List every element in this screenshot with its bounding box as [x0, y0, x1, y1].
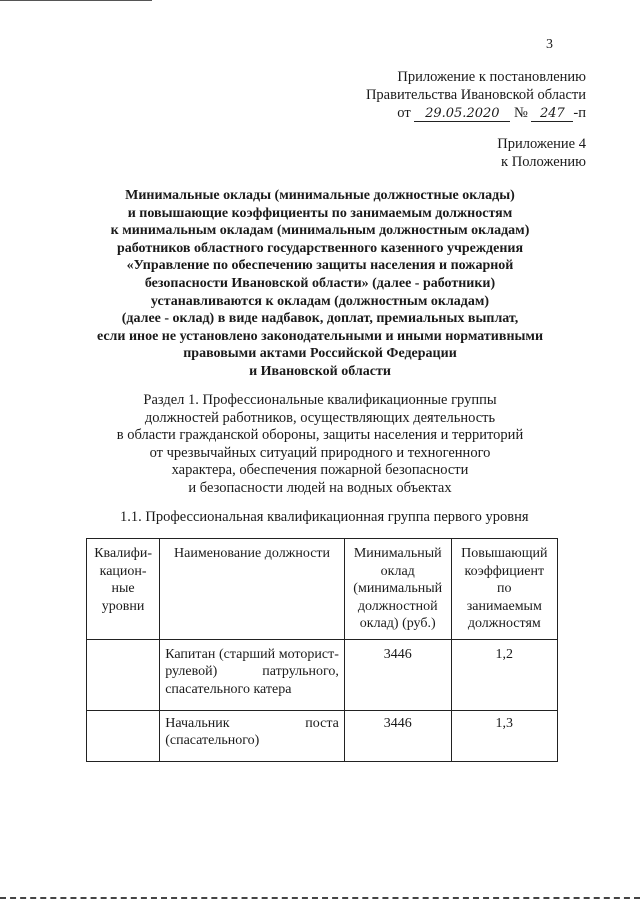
cell-level — [87, 639, 160, 710]
header-salary-line: оклад — [380, 563, 415, 579]
header-levels-line: Квалифи- — [94, 546, 152, 561]
approval-block — [286, 68, 586, 122]
section-line: в области гражданской обороны, защиты населения и территорий — [116, 427, 524, 444]
cell-level — [87, 710, 160, 761]
qualification-table — [86, 538, 558, 762]
header-coefficient-line: должностям — [467, 616, 541, 631]
scan-bottom-edge — [0, 897, 640, 899]
annex-block — [386, 135, 586, 171]
cell-coefficient: 1,3 — [451, 710, 557, 761]
header-levels — [87, 539, 160, 640]
section-line: характера, обеспечения пожарной безопасности — [171, 462, 469, 479]
number-suffix: -п — [573, 105, 586, 121]
position-name-line: Начальник поста — [165, 715, 339, 731]
section-line: Раздел 1. Профессиональные квалификационные группы — [143, 392, 497, 408]
header-salary-line: оклад) (руб.) — [359, 616, 436, 631]
position-name-line: Капитан (старший моторист- — [165, 646, 339, 662]
position-name-line: спасательного катера — [165, 681, 292, 697]
position-name-line: рулевой) патрульного, — [165, 664, 339, 679]
annex-line-1: Приложение 4 — [497, 136, 586, 152]
header-coefficient-line: по — [497, 581, 512, 596]
header-coefficient-line: коэффициент — [464, 563, 545, 579]
scan-edge-mark — [0, 0, 152, 1]
number-sign: № — [513, 105, 528, 121]
table-row — [87, 639, 558, 710]
approval-line-2: Правительства Ивановской области — [365, 87, 586, 103]
title-line: безопасности Ивановской области» (далее - работники) — [144, 275, 496, 291]
title-line: «Управление по обеспечению защиты населения и пожарной — [126, 258, 514, 274]
section-line: должностей работников, осуществляющих деятельность — [144, 409, 496, 426]
section-line: и безопасности людей на водных объектах — [188, 479, 452, 496]
title-line: и повышающие коэффициенты по занимаемым должностям — [127, 205, 513, 221]
title-line: к минимальным окладам (минимальным должностным окладам) — [110, 223, 530, 239]
title-line: устанавливаются к окладам (должностным окладам) — [150, 293, 490, 309]
title-line: если иное не установлено законодательными и иными нормативными — [96, 328, 544, 344]
title-line: Минимальные оклады (минимальные должностные оклады) — [125, 188, 515, 203]
handwritten-date: 29.05.2020 — [414, 106, 510, 122]
table-header-row — [87, 539, 558, 640]
cell-position-name — [160, 639, 345, 710]
annex-line-2: к Положению — [501, 154, 586, 170]
handwritten-number: 247 — [531, 106, 573, 122]
table-row — [87, 710, 558, 761]
approval-line-1: Приложение к постановлению — [397, 69, 586, 85]
title-line: правовыми актами Российской Федерации — [183, 346, 457, 362]
page-number: 3 — [546, 37, 553, 52]
header-salary — [344, 539, 451, 640]
document-title — [70, 187, 570, 381]
section-line: от чрезвычайных ситуаций природного и техногенного — [149, 444, 491, 461]
cell-position-name — [160, 710, 345, 761]
header-salary-line: должностной — [357, 598, 438, 614]
cell-salary: 3446 — [344, 710, 451, 761]
header-position: Наименование должности — [160, 539, 345, 640]
header-coefficient-line: занимаемым — [466, 598, 542, 614]
cell-salary: 3446 — [344, 639, 451, 710]
position-name-line: (спасательного) — [165, 733, 260, 748]
header-salary-line: Минимальный — [353, 546, 442, 561]
title-line: и Ивановской области — [249, 363, 391, 379]
header-levels-line: кацион- — [99, 563, 147, 579]
header-coefficient-line: Повышающий — [461, 546, 548, 561]
header-levels-line: уровни — [101, 598, 145, 614]
section-title — [70, 392, 570, 498]
header-salary-line: (минимальный — [353, 581, 443, 596]
title-line: работников областного государственного казенного учреждения — [116, 240, 524, 256]
title-line: (далее - оклад) в виде надбавок, доплат, премиальных выплат, — [121, 311, 519, 327]
header-levels-line: ные — [111, 581, 135, 596]
date-prefix: от — [397, 105, 411, 121]
header-coefficient — [451, 539, 557, 640]
group-heading: 1.1. Профессиональная квалификационная группа первого уровня — [120, 509, 529, 525]
approval-date-number-line — [286, 104, 586, 122]
cell-coefficient: 1,2 — [451, 639, 557, 710]
